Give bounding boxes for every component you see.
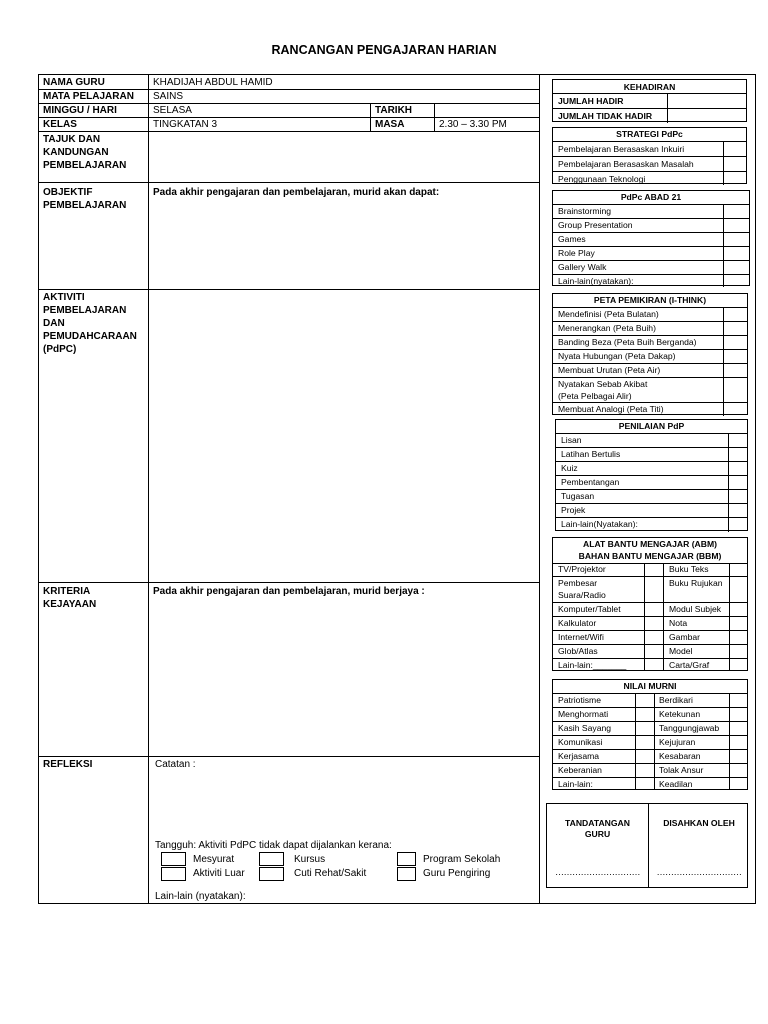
ithink-checkbox[interactable] — [723, 378, 747, 402]
ithink-checkbox[interactable] — [723, 322, 747, 335]
nilai-item: Berdikari — [659, 695, 693, 705]
mesyurat-label: Mesyurat — [193, 854, 235, 865]
abm-header: ALAT BANTU MENGAJAR (ABM) — [583, 539, 717, 549]
tangguh-text: Tangguh: Aktiviti PdPC tidak dapat dijalankan kerana: — [155, 840, 392, 851]
ithink-checkbox[interactable] — [723, 350, 747, 363]
aktiviti-luar-label: Aktiviti Luar — [193, 868, 245, 879]
nama-guru-label: NAMA GURU — [43, 77, 105, 88]
nilai-item: Ketekunan — [659, 709, 701, 719]
abad21-item: Games — [558, 234, 586, 244]
abad21-checkbox[interactable] — [723, 261, 749, 274]
ithink-checkbox[interactable] — [723, 403, 747, 416]
signature-box — [546, 803, 748, 888]
jumlah-tidak-hadir-label: JUMLAH TIDAK HADIR — [558, 111, 653, 121]
tarikh-label: TARIKH — [375, 105, 413, 116]
program-sekolah-label: Program Sekolah — [423, 854, 501, 865]
mesyurat-checkbox[interactable] — [161, 852, 186, 866]
strategi-checkbox[interactable] — [723, 172, 746, 185]
penilaian-item: Tugasan — [561, 491, 595, 501]
abad21-item: Role Play — [558, 248, 595, 258]
abm-item: Komputer/Tablet — [558, 604, 621, 614]
ithink-item: Nyata Hubungan (Peta Dakap) — [558, 351, 676, 361]
abm-item-sub: Suara/Radio — [558, 590, 606, 600]
strategi-checkbox[interactable] — [723, 142, 746, 156]
strategi-item: Penggunaan Teknologi — [558, 174, 646, 184]
abad21-item: Gallery Walk — [558, 262, 607, 272]
aktiviti-label: AKTIVITI PEMBELAJARAN DAN PEMUDAHCARAAN (PdPC) — [43, 292, 137, 355]
kriteria-label: KRITERIA KEJAYAAN — [43, 586, 97, 610]
aktiviti-field[interactable] — [149, 291, 537, 581]
nilai-table — [552, 679, 748, 790]
kursus-label: Kursus — [294, 854, 326, 865]
jumlah-tidak-hadir-field[interactable] — [667, 109, 746, 123]
cuti-checkbox[interactable] — [259, 867, 284, 881]
abad21-checkbox[interactable] — [723, 233, 749, 246]
mata-pelajaran-value[interactable]: SAINS — [153, 91, 184, 102]
nilai-item: Kasih Sayang — [558, 723, 612, 733]
jumlah-hadir-field[interactable] — [667, 94, 746, 108]
penilaian-item: Lisan — [561, 435, 582, 445]
minggu-hari-label: MINGGU / HARI — [43, 105, 117, 116]
penilaian-item: Latihan Bertulis — [561, 449, 621, 459]
main-form — [38, 74, 540, 904]
nilai-item: Keadilan — [659, 779, 693, 789]
kehadiran-header: KEHADIRAN — [623, 82, 676, 92]
ithink-checkbox[interactable] — [723, 336, 747, 349]
abad21-checkbox[interactable] — [723, 219, 749, 232]
penilaian-checkbox[interactable] — [728, 518, 747, 532]
ithink-item: Membuat Urutan (Peta Air) — [558, 365, 661, 375]
nilai-item: Keberanian — [558, 765, 602, 775]
masa-value[interactable]: 2.30 – 3.30 PM — [439, 119, 507, 130]
ithink-item: Nyatakan Sebab Akibat — [558, 379, 648, 389]
signature-teacher-line: ………………………… — [555, 867, 640, 877]
nilai-item: Tanggungjawab — [659, 723, 720, 733]
abad21-item: Brainstorming — [558, 206, 612, 216]
guru-pengiring-checkbox[interactable] — [397, 867, 416, 881]
program-sekolah-checkbox[interactable] — [397, 852, 416, 866]
penilaian-item: Projek — [561, 505, 586, 515]
bbm-item: Gambar — [669, 632, 701, 642]
nilai-item: Kejujuran — [659, 737, 696, 747]
abad21-checkbox[interactable] — [723, 247, 749, 260]
refleksi-label: REFLEKSI — [43, 759, 93, 770]
kelas-value[interactable]: TINGKATAN 3 — [153, 119, 218, 130]
jumlah-hadir-label: JUMLAH HADIR — [558, 96, 624, 106]
ithink-item: Banding Beza (Peta Buih Berganda) — [558, 337, 697, 347]
kelas-label: KELAS — [43, 119, 77, 130]
bbm-item: Buku Rujukan — [669, 578, 723, 588]
ithink-item: Mendefinisi (Peta Bulatan) — [558, 309, 659, 319]
abm-item: Pembesar — [558, 578, 598, 588]
nilai-item: Tolak Ansur — [659, 765, 704, 775]
objektif-text: Pada akhir pengajaran dan pembelajaran, murid akan dapat: — [153, 187, 440, 198]
signature-approver-line: ………………………… — [656, 867, 742, 877]
tarikh-value[interactable] — [435, 102, 443, 106]
ithink-item: Membuat Analogi (Peta Titi) — [558, 404, 664, 414]
nilai-item: Lain-lain: — [558, 779, 593, 789]
bbm-item: Nota — [669, 618, 688, 628]
guru-pengiring-label: Guru Pengiring — [423, 868, 491, 879]
ithink-checkbox[interactable] — [723, 308, 747, 321]
abad21-item: Group Presentation — [558, 220, 633, 230]
mata-pelajaran-label: MATA PELAJARAN — [43, 91, 134, 102]
abm-item: Lain-lain:_______ — [558, 660, 627, 670]
kriteria-text: Pada akhir pengajaran dan pembelajaran, murid berjaya : — [153, 586, 425, 597]
page-title: RANCANGAN PENGAJARAN HARIAN — [271, 43, 497, 57]
nilai-item: Komunikasi — [558, 737, 603, 747]
ithink-item: Menerangkan (Peta Buih) — [558, 323, 656, 333]
strategi-item: Pembelajaran Berasaskan Masalah — [558, 159, 694, 169]
abad21-item: Lain-lain(nyatakan): — [558, 276, 634, 286]
penilaian-item: Pembentangan — [561, 477, 620, 487]
nilai-header: NILAI MURNI — [623, 681, 677, 691]
bbm-item: Buku Teks — [669, 564, 709, 574]
nilai-item: Kerjasama — [558, 751, 600, 761]
lain-lain-label: Lain-lain (nyatakan): — [155, 891, 246, 902]
objektif-label: OBJEKTIF PEMBELAJARAN — [43, 187, 127, 211]
penilaian-checkbox[interactable] — [728, 504, 747, 517]
nilai-item: Patriotisme — [558, 695, 601, 705]
masa-label: MASA — [375, 119, 405, 130]
penilaian-checkbox[interactable] — [728, 490, 747, 503]
ithink-header: PETA PEMIKIRAN (I-THINK) — [593, 295, 707, 305]
abad21-table — [552, 190, 750, 286]
ithink-table — [552, 293, 748, 415]
catatan-label: Catatan : — [155, 759, 196, 770]
tajuk-field[interactable] — [149, 132, 537, 180]
penilaian-item: Lain-lain(Nyatakan): — [561, 519, 638, 529]
abm-item: Internet/Wifi — [558, 632, 604, 642]
abm-item: TV/Projektor — [558, 564, 606, 574]
strategi-item: Pembelajaran Berasaskan Inkuiri — [558, 144, 685, 154]
signature-approver-label: DISAHKAN OLEH — [663, 818, 735, 828]
signature-approver[interactable] — [648, 804, 749, 887]
bbm-item: Modul Subjek — [669, 604, 722, 614]
penilaian-table — [555, 419, 748, 531]
abm-table — [552, 537, 748, 671]
aktiviti-luar-checkbox[interactable] — [161, 867, 186, 881]
nilai-item: Menghormati — [558, 709, 609, 719]
nama-guru-value[interactable]: KHADIJAH ABDUL HAMID — [153, 77, 273, 88]
penilaian-checkbox[interactable] — [728, 476, 747, 489]
abad21-checkbox[interactable] — [723, 275, 749, 287]
tajuk-label: TAJUK DAN KANDUNGAN PEMBELAJARAN — [43, 134, 127, 171]
strategi-header: STRATEGI PdPc — [616, 129, 683, 139]
bbm-item: Carta/Graf — [669, 660, 710, 670]
ithink-item-sub: (Peta Pelbagai Alir) — [558, 391, 632, 401]
strategi-checkbox[interactable] — [723, 157, 746, 171]
abad21-header: PdPc ABAD 21 — [620, 192, 682, 202]
minggu-hari-value[interactable]: SELASA — [153, 105, 192, 116]
penilaian-item: Kuiz — [561, 463, 578, 473]
bbm-header: BAHAN BANTU MENGAJAR (BBM) — [578, 551, 722, 561]
bbm-item: Model — [669, 646, 693, 656]
kehadiran-table — [552, 79, 747, 122]
signature-teacher[interactable] — [547, 804, 648, 887]
strategi-table — [552, 127, 747, 184]
penilaian-checkbox[interactable] — [728, 462, 747, 475]
abm-item: Kalkulator — [558, 618, 597, 628]
cuti-label: Cuti Rehat/Sakit — [294, 868, 367, 879]
penilaian-checkbox[interactable] — [728, 448, 747, 461]
ithink-checkbox[interactable] — [723, 364, 747, 377]
abm-item: Glob/Atlas — [558, 646, 598, 656]
penilaian-header: PENILAIAN PdP — [618, 421, 685, 431]
signature-teacher-label: TANDATANGAN GURU — [565, 818, 630, 839]
kursus-checkbox[interactable] — [259, 852, 284, 866]
nilai-item: Kesabaran — [659, 751, 701, 761]
abad21-checkbox[interactable] — [723, 205, 749, 218]
penilaian-checkbox[interactable] — [728, 434, 747, 447]
